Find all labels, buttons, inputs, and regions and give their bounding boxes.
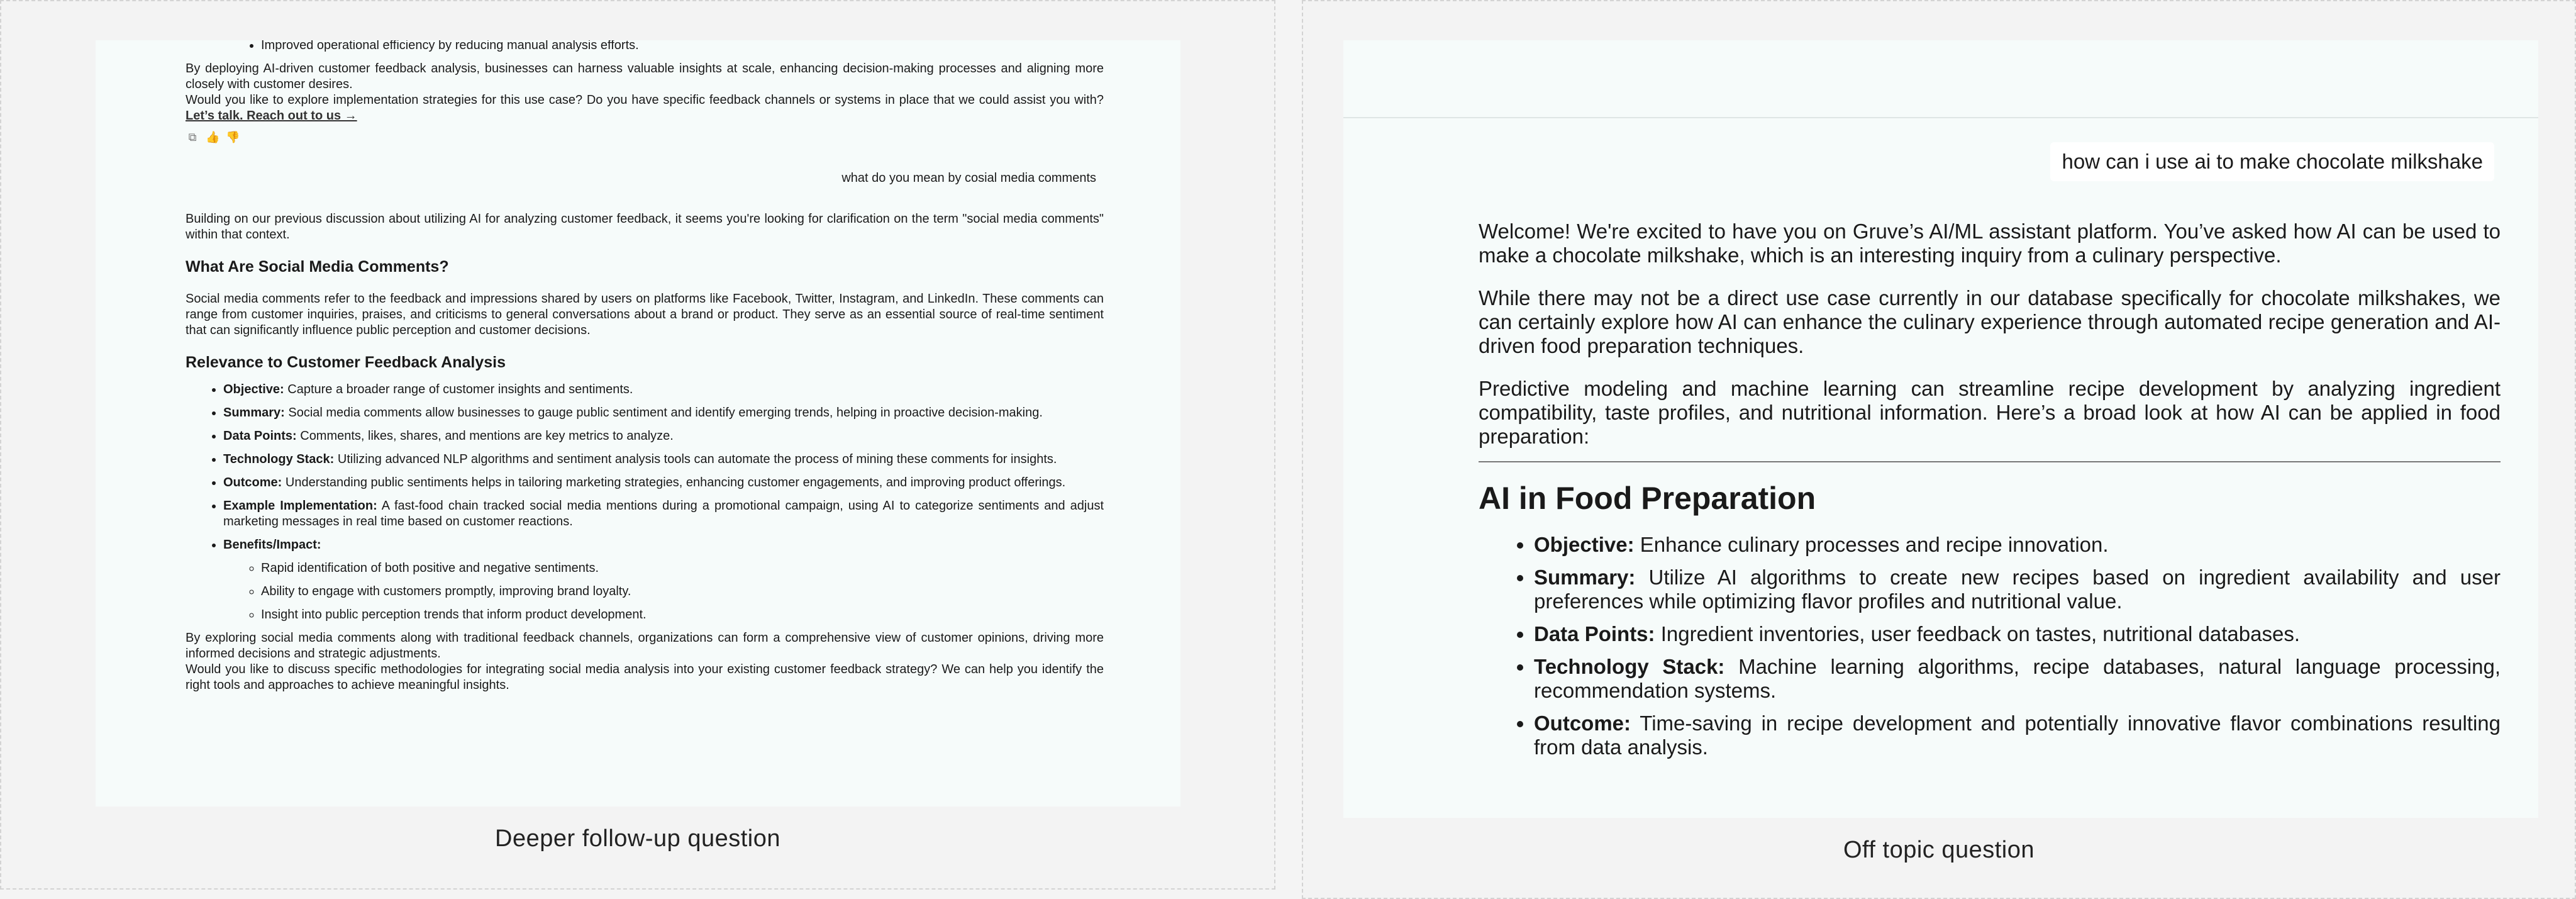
thumbs-down-icon[interactable]: 👎	[226, 131, 240, 143]
panel-caption: Off topic question	[1843, 837, 2035, 863]
list-item: • Technology Stack: Utilizing advanced NLP algorithms and sentiment analysis tools can automate the process of mining these comments for insights.	[223, 452, 1104, 467]
list-item: • Technology Stack: Machine learning algorithms, recipe databases, natural language processing, recommendation systems.	[1534, 655, 2501, 703]
details-list	[1479, 533, 2501, 759]
panel-caption: Deeper follow-up question	[495, 825, 780, 852]
chat-header	[1343, 40, 2538, 118]
user-message: how can i use ai to make chocolate milkshake	[2050, 142, 2494, 181]
list-item: • Benefits/Impact: ◦ Rapid identification of both positive and negative sentiments. ◦ Ability to engage with customers promptly, improving brand loyalty. ◦ Insight into public perception trends that inform product development.	[223, 537, 1104, 623]
list-item: • Data Points: Comments, likes, shares, and mentions are key metrics to analyze.	[223, 428, 1104, 444]
list-item: • Objective: Enhance culinary processes and recipe innovation.	[1534, 533, 2501, 557]
list-item: ◦ Ability to engage with customers promptly, improving brand loyalty.	[261, 584, 1104, 600]
divider	[1479, 461, 2501, 462]
list-item: ◦ Rapid identification of both positive and negative sentiments.	[261, 561, 1104, 576]
list-item: • Objective: Capture a broader range of customer insights and sentiments.	[223, 382, 1104, 398]
contact-link[interactable]: Let’s talk. Reach out to us →	[186, 109, 357, 123]
assistant-question: Would you like to explore implementation strategies for this use case? Do you have specific feedback channels or systems in place that we could assist you with? Let’s talk. Reach out to us →	[186, 93, 1104, 123]
section-heading: What Are Social Media Comments?	[186, 258, 449, 276]
chat-window-left	[96, 40, 1180, 807]
copy-icon[interactable]: ⧉	[188, 131, 197, 143]
response-paragraph: Welcome! We're excited to have you on Gruve’s AI/ML assistant platform. You’ve asked how AI can be used to make a chocolate milkshake, which is an interesting inquiry from a culinary perspective.	[1479, 220, 2501, 267]
benefits-list	[223, 561, 1104, 623]
response-paragraph: While there may not be a direct use case currently in our database specifically for chocolate milkshakes, we can certainly explore how AI can enhance the culinary experience through automated recipe generation and AI-driven food preparation techniques.	[1479, 286, 2501, 357]
right-panel	[1302, 0, 2576, 899]
list-item: • Outcome: Time-saving in recipe development and potentially innovative flavor combinations resulting from data analysis.	[1534, 712, 2501, 759]
response-paragraph: Predictive modeling and machine learning can streamline recipe development by analyzing ingredient compatibility, taste profiles, and nutritional information. Here’s a broad look at how AI can be applied in food preparation:	[1479, 377, 2501, 448]
list-item: • Summary: Social media comments allow businesses to gauge public sentiment and identify emerging trends, helping in proactive decision-making.	[223, 405, 1104, 421]
outro-question: Would you like to discuss specific methodologies for integrating social media analysis into your existing customer feedback strategy? We can help you identify the right tools and approaches to achieve meaningful insights.	[186, 662, 1104, 692]
chat-content-left	[186, 40, 1104, 693]
chat-window-right	[1343, 40, 2538, 818]
section-heading: AI in Food Preparation	[1479, 481, 1816, 516]
list-item: • Improved operational efficiency by reducing manual analysis efforts.	[261, 40, 1104, 53]
list-item: • Summary: Utilize AI algorithms to create new recipes based on ingredient availability and user preferences while optimizing flavor profiles and nutritional value.	[1534, 566, 2501, 613]
section-heading: Relevance to Customer Feedback Analysis	[186, 354, 506, 371]
list-item: ◦ Insight into public perception trends that inform product development.	[261, 607, 1104, 623]
relevance-list	[186, 382, 1104, 623]
outro-paragraph: By exploring social media comments along with traditional feedback channels, organizations can form a comprehensive view of customer opinions, driving more informed decisions and strategic adjustments.	[186, 631, 1104, 661]
list-item: • Data Points: Ingredient inventories, user feedback on tastes, nutritional databases.	[1534, 622, 2501, 646]
chat-content-right	[1479, 220, 2501, 768]
left-panel	[0, 0, 1275, 890]
list-item: • Example Implementation: A fast-food chain tracked social media mentions during a promotional campaign, using AI to categorize sentiments and adjust marketing messages in real time based on customer reactions.	[223, 498, 1104, 530]
response-intro: Building on our previous discussion about utilizing AI for analyzing customer feedback, it seems you're looking for clarification on the term "social media comments" within that context.	[186, 212, 1104, 242]
reaction-bar	[186, 130, 1104, 144]
user-message: what do you mean by cosial media comments	[841, 171, 1096, 185]
closing-paragraph: By deploying AI-driven customer feedback analysis, businesses can harness valuable insights at scale, enhancing decision-making processes and aligning more closely with customer desires.	[186, 62, 1104, 91]
thumbs-up-icon[interactable]: 👍	[206, 131, 220, 143]
list-item: • Outcome: Understanding public sentiments helps in tailoring marketing strategies, enhancing customer engagements, and improving product offerings.	[223, 475, 1104, 491]
definition-paragraph: Social media comments refer to the feedback and impressions shared by users on platforms like Facebook, Twitter, Instagram, and LinkedIn. These comments can range from customer inquiries, praises, and criticisms to general conversations about a brand or product. They serve as an essential source of real-time sentiment that can significantly influence public perception and customer decisions.	[186, 292, 1104, 337]
